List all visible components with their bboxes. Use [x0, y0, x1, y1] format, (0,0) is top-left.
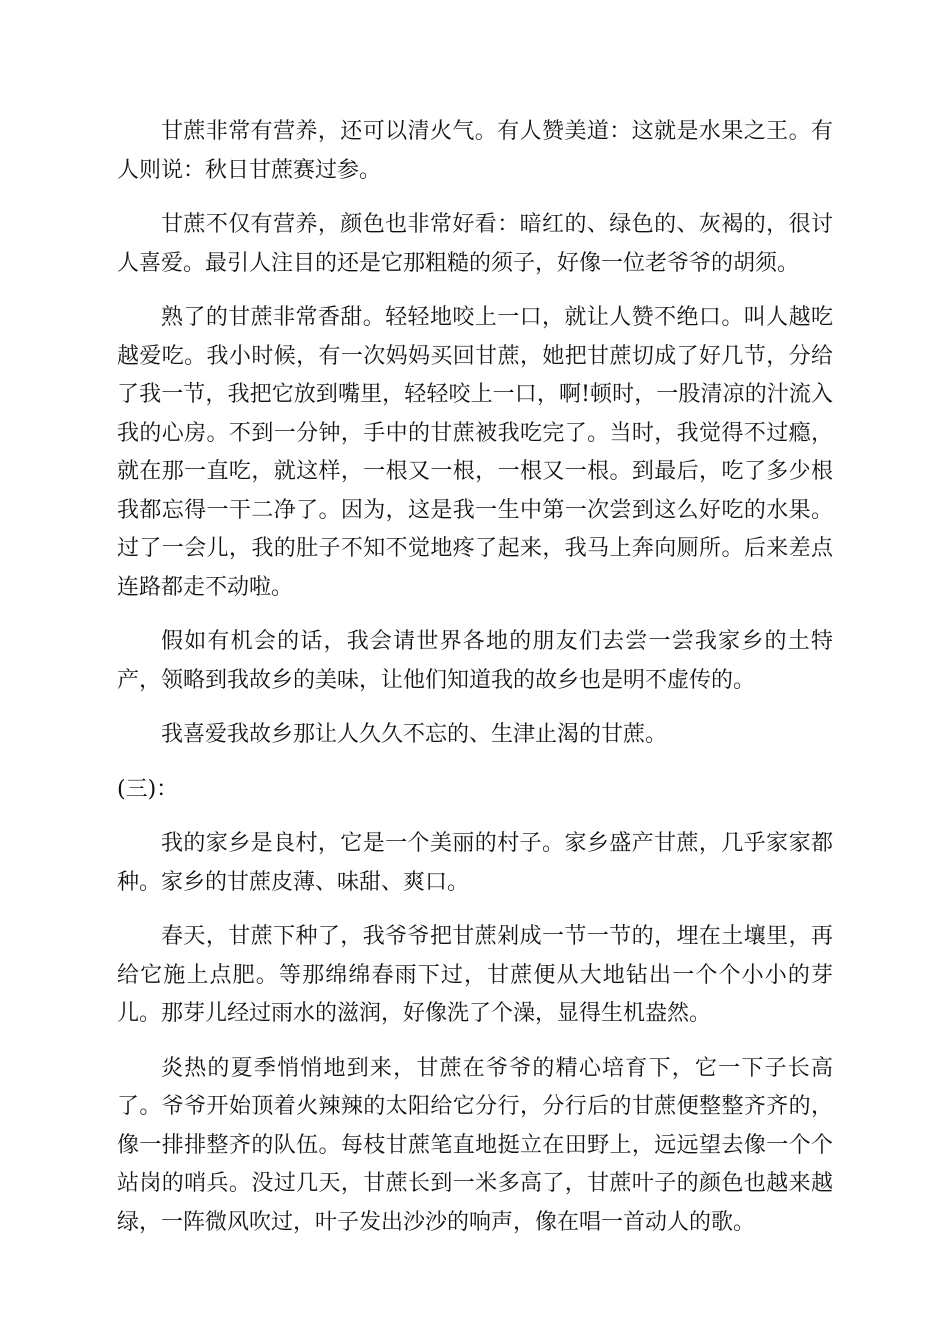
paragraph-hometown: 我的家乡是良村，它是一个美丽的村子。家乡盛产甘蔗，几乎家家都种。家乡的甘蔗皮薄、味甜、爽口。 — [117, 831, 833, 895]
document-body — [117, 113, 833, 1258]
paragraph-love: 我喜爱我故乡那让人久久不忘的、生津止渴的甘蔗。 — [161, 722, 668, 747]
paragraph-spring: 春天，甘蔗下种了，我爷爷把甘蔗剁成一节一节的，埋在土壤里，再给它施上点肥。等那绵绵春雨下过，甘蔗便从大地钻出一个个小小的芽儿。那芽儿经过雨水的滋润，好像洗了个澡，显得生机盎然。 — [117, 924, 833, 1026]
paragraph-share: 假如有机会的话，我会请世界各地的朋友们去尝一尝我家乡的土特产，领略到我故乡的美味，让他们知道我的故乡也是明不虚传的。 — [117, 629, 833, 693]
paragraph-taste: 熟了的甘蔗非常香甜。轻轻地咬上一口，就让人赞不绝口。叫人越吃越爱吃。我小时候，有一次妈妈买回甘蔗，她把甘蔗切成了好几节，分给了我一节，我把它放到嘴里，轻轻咬上一口，啊!顿时，一股清凉的汁流入我的心房。不到一分钟，手中的甘蔗被我吃完了。当时，我觉得不过瘾，就在那一直吃，就这样，一根又一根，一根又一根。到最后，吃了多少根我都忘得一干二净了。因为，这是我一生中第一次尝到这么好吃的水果。过了一会儿，我的肚子不知不觉地疼了起来，我马上奔向厕所。后来差点连路都走不动啦。 — [117, 305, 833, 600]
paragraph-nutrition: 甘蔗非常有营养，还可以清火气。有人赞美道：这就是水果之王。有人则说：秋日甘蔗赛过参。 — [117, 119, 833, 183]
paragraph-summer: 炎热的夏季悄悄地到来，甘蔗在爷爷的精心培育下，它一下子长高了。爷爷开始顶着火辣辣的太阳给它分行，分行后的甘蔗便整整齐齐的，像一排排整齐的队伍。每枝甘蔗笔直地挺立在田野上，远远望去像一个个站岗的哨兵。没过几天，甘蔗长到一米多高了，甘蔗叶子的颜色也越来越绿，一阵微风吹过，叶子发出沙沙的响声，像在唱一首动人的歌。 — [117, 1055, 833, 1235]
section-heading: (三)： — [117, 776, 179, 802]
paragraph-color: 甘蔗不仅有营养，颜色也非常好看：暗红的、绿色的、灰褐的，很讨人喜爱。最引人注目的还是它那粗糙的须子，好像一位老爷爷的胡须。 — [117, 212, 833, 276]
